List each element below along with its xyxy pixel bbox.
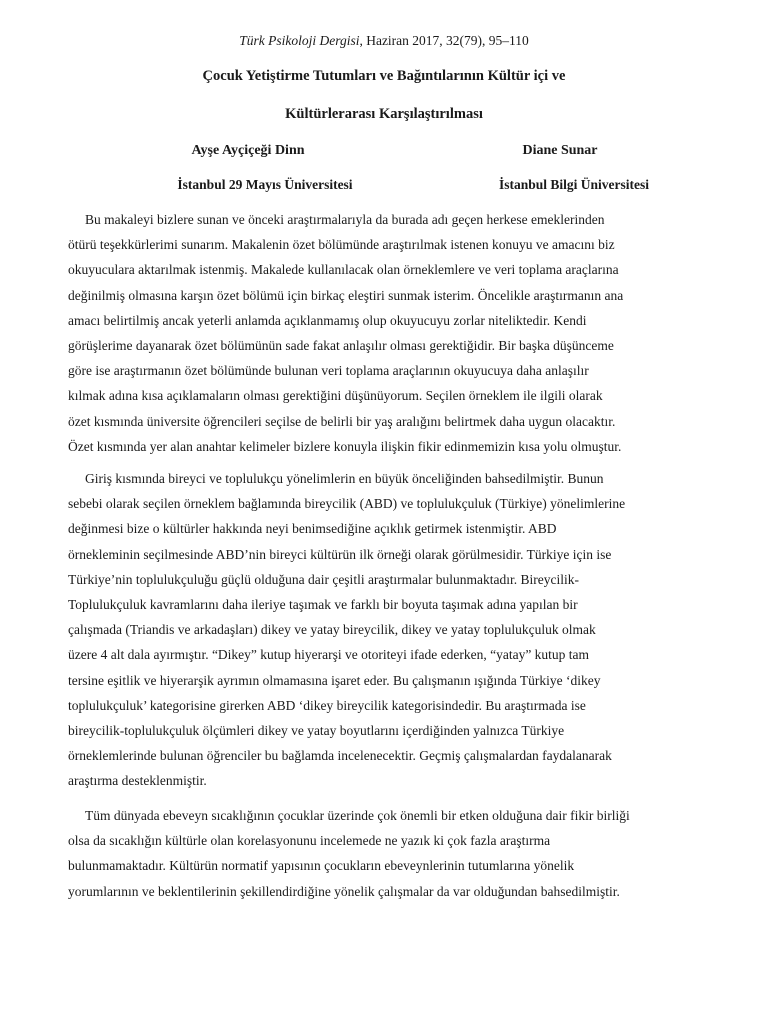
paragraph-3 xyxy=(68,803,713,904)
author-affiliation-2: İstanbul Bilgi Üniversitesi xyxy=(498,177,650,192)
paragraph-line: değinilmiş olmasına karşın özet bölümü için birkaç eleştiri sunmak isterim. Öncelikle araştırmanın ana xyxy=(68,287,624,303)
paragraph-line: araştırma desteklenmiştir. xyxy=(68,773,207,789)
paragraph-line: göre ise araştırmanın özet bölümünde bulunan veri toplama araçlarının okuyucuya daha anlaşılır xyxy=(68,363,589,379)
paragraph-line: örnekleminin seçilmesinde ABD’nin bireyci kültürün ilk örneği olarak görülmesidir. Türkiye için ise xyxy=(68,546,612,562)
paragraph-line: kılmak adına kısa açıklamaların olması gerektiğini düşünüyorum. Seçilen örneklem ile ilgili olarak xyxy=(68,388,603,404)
author-affiliation-1: İstanbul 29 Mayıs Üniversitesi xyxy=(177,177,353,192)
journal-citation xyxy=(0,33,768,49)
paragraph-line: Özet kısmında yer alan anahtar kelimeler bizlere konuyla ilişkin fikir edinmemizin kısa yolu olmuştur. xyxy=(68,438,622,454)
paragraph-line: bireycilik-toplulukçuluk ölçümleri dikey ve yatay boyutlarını içerdiğinden yalnızca Türkiye xyxy=(68,723,565,739)
paragraph-line: ötürü teşekkürlerimi sunarım. Makalenin özet bölümünde araştırılmak istenen konuyu ve amacını biz xyxy=(68,237,615,253)
paragraph-line: tersine eşitlik ve hiyerarşik ayrımın olmamasına işaret eder. Bu çalışmanın ışığında Türkiye ‘dikey xyxy=(68,672,601,688)
paragraph-line: olsa da sıcaklığın kültürle olan korelasyonunu incelemede ne yazık ki çok fazla araştırma xyxy=(68,833,551,849)
paragraph-line: yorumlarının ve beklentilerinin şekillendirdiğine yönelik çalışmalar da var olduğundan bahsedilmiştir. xyxy=(68,883,620,899)
paragraph-line: çalışmada (Triandis ve arkadaşları) dikey ve yatay bireycilik, dikey ve yatay toplulukçuluk olmak xyxy=(68,622,596,638)
article-title-line-2: Kültürlerarası Karşılaştırılması xyxy=(285,106,483,122)
paragraph-line: değinmesi bize o kültürler hakkında neyi benimsediğine açıklık getirmek istenmiştir. ABD xyxy=(68,521,557,537)
paragraph-line: Tüm dünyada ebeveyn sıcaklığının çocuklar üzerinde çok önemli bir etken olduğuna dair fikir birliği xyxy=(85,808,630,823)
paragraph-line: Türkiye’nin toplulukçuluğu güçlü olduğuna dair çeşitli araştırmalar bulunmaktadır. Bireycilik- xyxy=(68,571,579,587)
paragraph-line: toplulukçuluk’ kategorisine girerken ABD ‘dikey bireycilik kategorisindedir. Bu araştırmada ise xyxy=(68,697,586,713)
paragraph-1 xyxy=(68,207,713,459)
paragraph-line: Bu makaleyi bizlere sunan ve önceki araştırmalarıyla da burada adı geçen herkese emeklerinden xyxy=(85,212,605,227)
paragraph-line: bulunmamaktadır. Kültürün normatif yapısının çocukların ebeveynlerinin tutumlarına yönelik xyxy=(68,858,575,874)
paragraph-line: görüşlerime dayanarak özet bölümünün sade fakat anlaşılır olması gerektiğidir. Bir başka düşünceme xyxy=(68,338,614,354)
author-name-2: Diane Sunar xyxy=(522,143,598,158)
paragraph-line: Giriş kısmında bireyci ve toplulukçu yönelimlerin en büyük önceliğinden bahsedilmiştir. Bunun xyxy=(85,471,604,486)
paragraph-line: üzere 4 alt dala ayırmıştır. “Dikey” kutup hiyerarşi ve otoriteyi ifade ederken, “yatay” kutup tam xyxy=(68,647,590,663)
author-name-1: Ayşe Ayçiçeği Dinn xyxy=(191,143,305,158)
journal-name: Türk Psikoloji Dergisi xyxy=(239,33,360,48)
paragraph-line: özet kısmında üniversite öğrencileri seçilse de belirli bir yaş aralığını belirtmek daha uygun olacaktır. xyxy=(68,413,616,429)
paragraph-line: Toplulukçuluk kavramlarını daha ileriye taşımak ve farklı bir boyuta taşımak adına yapılan bir xyxy=(68,597,578,613)
paragraph-line: amacı belirtilmiş ancak yeterli anlamda açıklanmamış olup okuyucuyu zorlar niteliktedir. Kendi xyxy=(68,312,587,328)
article-title-line-1: Çocuk Yetiştirme Tutumları ve Bağıntılarının Kültür içi ve xyxy=(202,68,566,84)
paragraph-line: sebebi olarak seçilen örneklem bağlamında bireycilik (ABD) ve toplulukçuluk (Türkiye) yönelimlerine xyxy=(68,496,626,512)
journal-issue-info: , Haziran 2017, 32(79), 95–110 xyxy=(359,33,529,48)
paragraph-line: okuyuculara aktarılmak istenmiş. Makalede kullanılacak olan örneklemlere ve veri toplama araçlarına xyxy=(68,262,619,278)
paragraph-2 xyxy=(68,466,713,794)
paragraph-line: örneklemlerinde bulunan öğrenciler bu bağlamda incelenecektir. Geçmiş çalışmalardan faydalanarak xyxy=(68,748,612,764)
